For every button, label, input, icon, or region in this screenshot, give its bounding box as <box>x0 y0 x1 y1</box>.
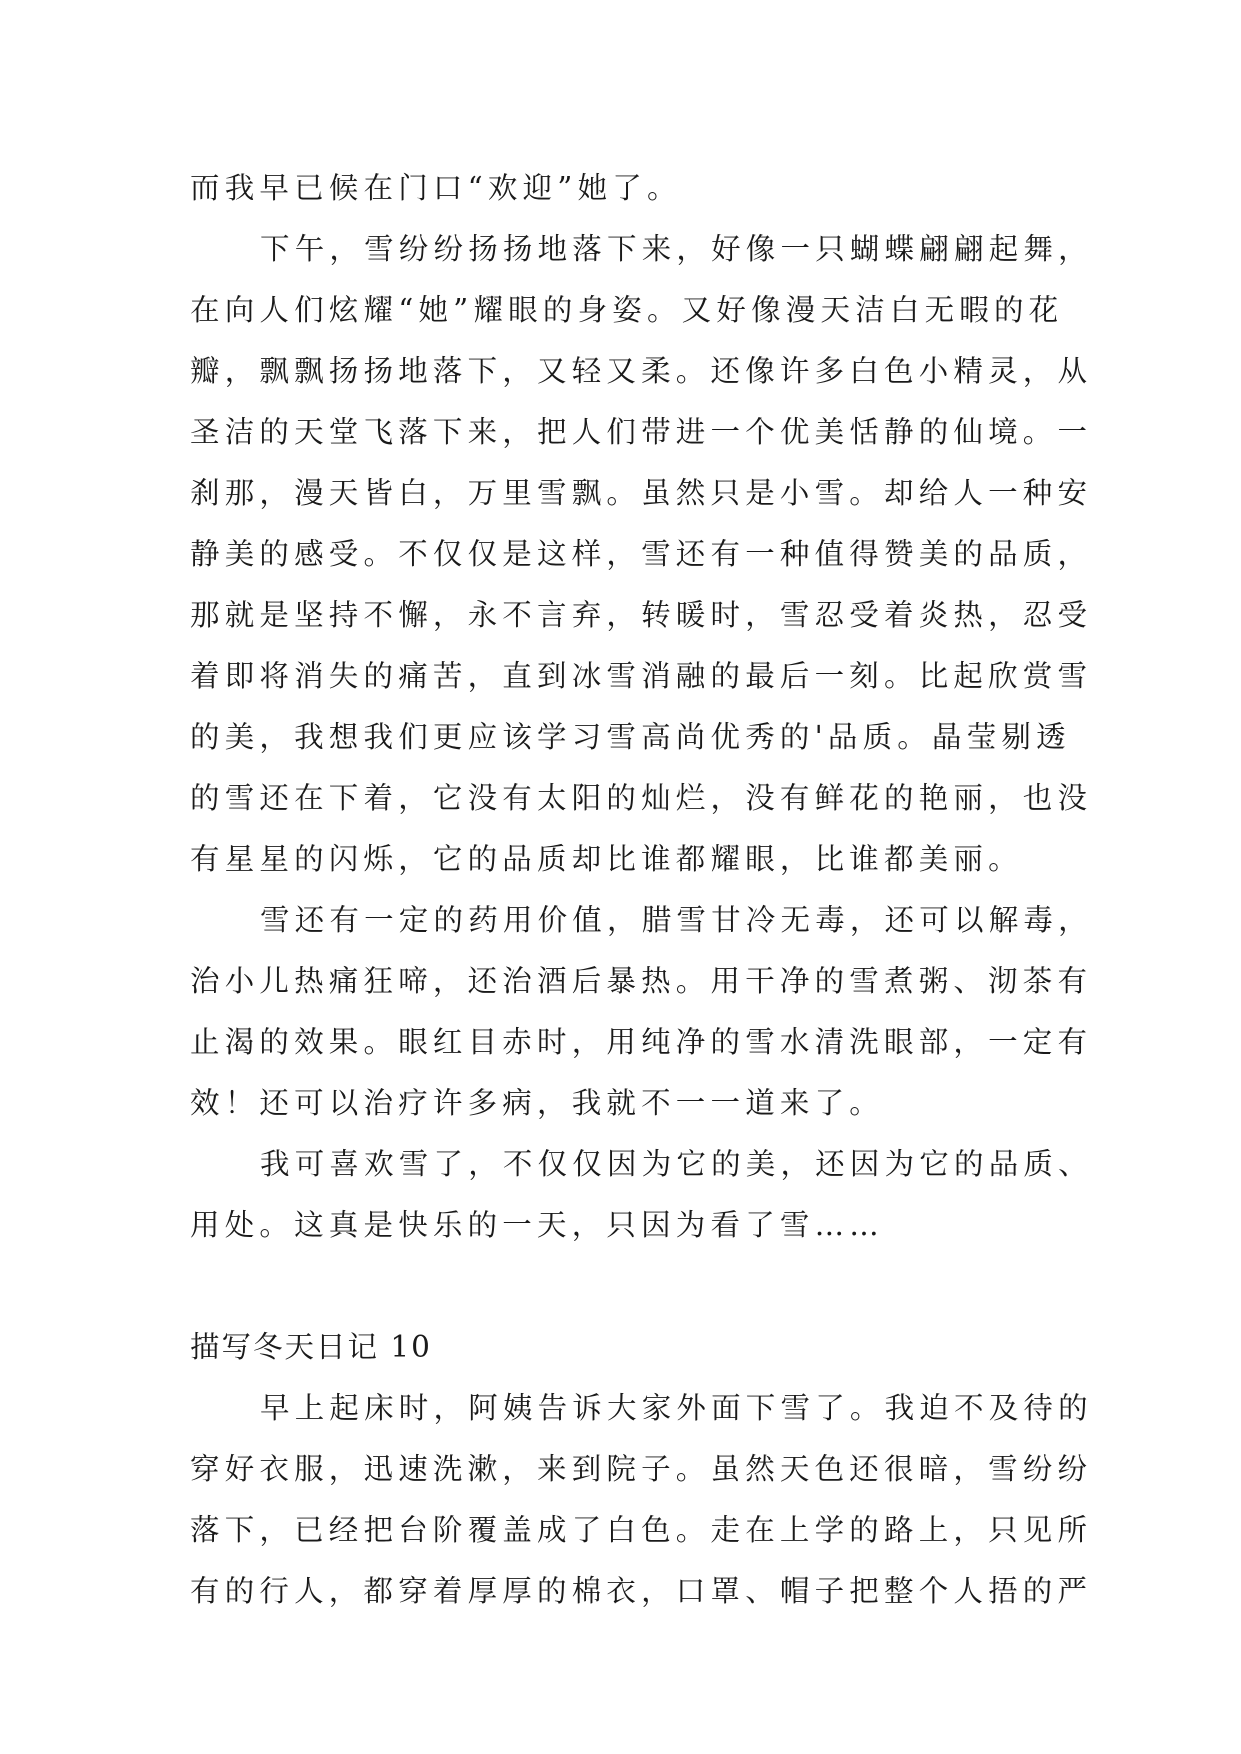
document-page <box>190 158 1093 1622</box>
text-line: 着即将消失的痛苦，直到冰雪消融的最后一刻。比起欣赏雪 <box>190 659 1093 693</box>
section-heading: 描写冬天日记 10 <box>190 1330 432 1364</box>
text-line: 瓣，飘飘扬扬地落下，又轻又柔。还像许多白色小精灵，从 <box>190 354 1093 388</box>
text-line: 穿好衣服，迅速洗漱，来到院子。虽然天色还很暗，雪纷纷 <box>190 1452 1093 1486</box>
text-line: 下午，雪纷纷扬扬地落下来，好像一只蝴蝶翩翩起舞， <box>260 232 1093 266</box>
text-line: 治小儿热痛狂啼，还治酒后暴热。用干净的雪煮粥、沏茶有 <box>190 964 1093 998</box>
text-line: 有的行人，都穿着厚厚的棉衣，口罩、帽子把整个人捂的严 <box>190 1574 1093 1608</box>
text-line: 静美的感受。不仅仅是这样，雪还有一种值得赞美的品质， <box>190 537 1093 571</box>
text-line: 刹那，漫天皆白，万里雪飘。虽然只是小雪。却给人一种安 <box>190 476 1093 510</box>
paragraph-medicinal <box>190 890 1093 1134</box>
paragraph-snowfall <box>190 219 1093 890</box>
text-line: 在向人们炫耀“她”耀眼的身姿。又好像漫天洁白无暇的花 <box>190 293 1064 327</box>
paragraph-morning <box>190 1378 1093 1622</box>
text-line: 我可喜欢雪了，不仅仅因为它的美，还因为它的品质、 <box>260 1147 1093 1181</box>
text-line: 的雪还在下着，它没有太阳的灿烂，没有鲜花的艳丽，也没 <box>190 781 1093 815</box>
paragraph-continuation <box>190 158 1066 219</box>
text-line: 早上起床时，阿姨告诉大家外面下雪了。我迫不及待的 <box>260 1391 1093 1425</box>
text-line: 落下，已经把台阶覆盖成了白色。走在上学的路上，只见所 <box>190 1513 1093 1547</box>
text-line: 用处。这真是快乐的一天，只因为看了雪…… <box>190 1208 885 1242</box>
text-line: 那就是坚持不懈，永不言弃，转暖时，雪忍受着炎热，忍受 <box>190 598 1093 632</box>
text-line: 的美，我想我们更应该学习雪高尚优秀的'品质。晶莹剔透 <box>190 720 1071 754</box>
text-line: 止渴的效果。眼红目赤时，用纯净的雪水清洗眼部，一定有 <box>190 1025 1093 1059</box>
text-line: 效！还可以治疗许多病，我就不一一道来了。 <box>190 1086 885 1120</box>
text-line: 而我早已候在门口“欢迎”她了。 <box>190 171 682 205</box>
paragraph-conclusion <box>190 1134 1093 1256</box>
section-spacer <box>190 1256 1066 1317</box>
text-line: 圣洁的天堂飞落下来，把人们带进一个优美恬静的仙境。一 <box>190 415 1093 449</box>
text-line: 雪还有一定的药用价值，腊雪甘冷无毒，还可以解毒， <box>260 903 1093 937</box>
text-line: 有星星的闪烁，它的品质却比谁都耀眼，比谁都美丽。 <box>190 842 1023 876</box>
